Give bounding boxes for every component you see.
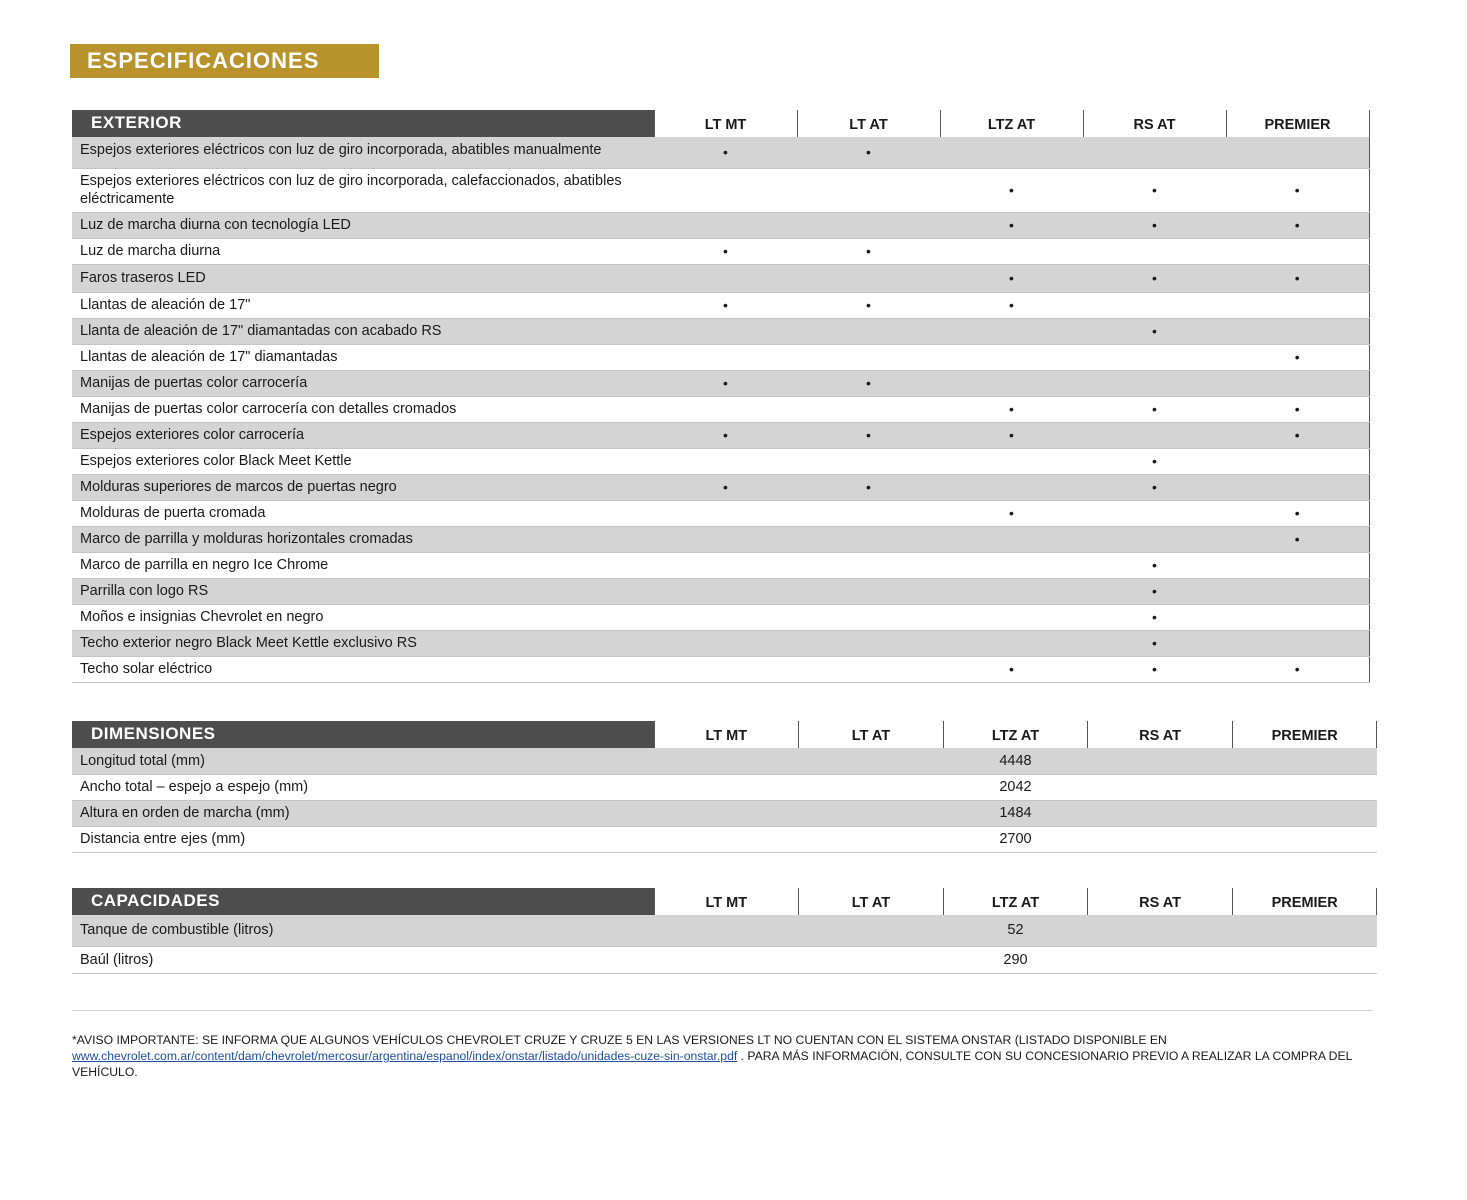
table-row [72, 344, 1369, 370]
availability-cell: • [1226, 656, 1369, 682]
availability-cell [797, 396, 940, 422]
table-row [72, 212, 1369, 238]
availability-cell [797, 552, 940, 578]
availability-cell: • [1226, 526, 1369, 552]
row-label: Techo exterior negro Black Meet Kettle exclusivo RS [72, 630, 654, 656]
row-label: Techo solar eléctrico [72, 656, 654, 682]
table-row [72, 748, 1377, 774]
table-row [72, 500, 1369, 526]
row-label: Marco de parrilla en negro Ice Chrome [72, 552, 654, 578]
section-title-dimensiones: DIMENSIONES [72, 721, 654, 748]
availability-cell [1083, 500, 1226, 526]
table-row [72, 604, 1369, 630]
row-value: 2042 [654, 774, 1377, 800]
table-row [72, 946, 1377, 973]
availability-cell [1226, 137, 1369, 168]
section-title-exterior: EXTERIOR [72, 110, 654, 137]
availability-cell [1226, 474, 1369, 500]
table-row [72, 800, 1377, 826]
row-label: Tanque de combustible (litros) [72, 915, 654, 946]
table-row [72, 630, 1369, 656]
table-row [72, 526, 1369, 552]
availability-cell: • [797, 474, 940, 500]
availability-cell [797, 578, 940, 604]
table-row [72, 656, 1369, 682]
availability-cell: • [940, 212, 1083, 238]
availability-cell [940, 552, 1083, 578]
column-header-lt-mt: LT MT [654, 110, 797, 137]
availability-cell: • [940, 396, 1083, 422]
availability-cell [654, 448, 797, 474]
availability-cell: • [654, 292, 797, 318]
availability-cell [940, 526, 1083, 552]
availability-cell: • [1226, 212, 1369, 238]
column-header-ltz-at: LTZ AT [943, 888, 1088, 915]
availability-cell [654, 630, 797, 656]
availability-cell [797, 168, 940, 212]
availability-cell: • [1083, 396, 1226, 422]
table-row [72, 578, 1369, 604]
row-value: 1484 [654, 800, 1377, 826]
column-header-rs-at: RS AT [1083, 110, 1226, 137]
availability-cell: • [940, 292, 1083, 318]
availability-cell: • [1226, 396, 1369, 422]
row-value: 290 [654, 946, 1377, 973]
availability-cell [797, 604, 940, 630]
availability-cell [1226, 318, 1369, 344]
availability-cell: • [654, 370, 797, 396]
availability-cell: • [1083, 212, 1226, 238]
column-header-lt-at: LT AT [797, 110, 940, 137]
exterior-table [72, 110, 1370, 683]
column-header-premier: PREMIER [1232, 888, 1377, 915]
availability-cell [1083, 422, 1226, 448]
availability-cell: • [654, 137, 797, 168]
table-row [72, 292, 1369, 318]
exterior-header-row [72, 110, 1369, 137]
column-header-lt-at: LT AT [799, 721, 944, 748]
availability-cell: • [1226, 168, 1369, 212]
availability-cell [1083, 344, 1226, 370]
availability-cell: • [940, 500, 1083, 526]
availability-cell: • [797, 292, 940, 318]
availability-cell [940, 137, 1083, 168]
row-label: Llanta de aleación de 17" diamantadas con acabado RS [72, 318, 654, 344]
row-label: Espejos exteriores eléctricos con luz de giro incorporada, calefaccionados, abatibles eléctricamente [72, 168, 654, 212]
row-label: Baúl (litros) [72, 946, 654, 973]
column-header-ltz-at: LTZ AT [940, 110, 1083, 137]
availability-cell: • [1083, 578, 1226, 604]
table-row [72, 915, 1377, 946]
onstar-list-link[interactable]: www.chevrolet.com.ar/content/dam/chevrolet/mercosur/argentina/espanol/index/onstar/listado/unidades-cuze-sin-onstar.pdf [72, 1049, 738, 1063]
availability-cell: • [1083, 474, 1226, 500]
row-label: Longitud total (mm) [72, 748, 654, 774]
capacidades-header-row [72, 888, 1377, 915]
availability-cell: • [1083, 448, 1226, 474]
availability-cell [1226, 630, 1369, 656]
row-label: Llantas de aleación de 17" [72, 292, 654, 318]
availability-cell [940, 578, 1083, 604]
availability-cell [1083, 238, 1226, 264]
footnote [72, 1032, 1372, 1080]
row-label: Espejos exteriores eléctricos con luz de giro incorporada, abatibles manualmente [72, 137, 654, 168]
table-row [72, 370, 1369, 396]
availability-cell [797, 344, 940, 370]
table-row [72, 396, 1369, 422]
availability-cell [940, 630, 1083, 656]
row-label: Distancia entre ejes (mm) [72, 826, 654, 852]
availability-cell: • [654, 422, 797, 448]
availability-cell [654, 656, 797, 682]
availability-cell [1226, 238, 1369, 264]
row-label: Luz de marcha diurna [72, 238, 654, 264]
availability-cell [797, 448, 940, 474]
row-label: Marco de parrilla y molduras horizontales cromadas [72, 526, 654, 552]
row-label: Altura en orden de marcha (mm) [72, 800, 654, 826]
availability-cell [1226, 448, 1369, 474]
table-row [72, 137, 1369, 168]
availability-cell: • [1083, 604, 1226, 630]
availability-cell: • [654, 474, 797, 500]
availability-cell: • [1083, 656, 1226, 682]
page-title: ESPECIFICACIONES [70, 44, 379, 78]
availability-cell [797, 630, 940, 656]
table-row [72, 422, 1369, 448]
row-value: 2700 [654, 826, 1377, 852]
column-header-lt-mt: LT MT [654, 721, 799, 748]
availability-cell: • [940, 422, 1083, 448]
availability-cell [940, 474, 1083, 500]
availability-cell [1083, 370, 1226, 396]
column-header-lt-mt: LT MT [654, 888, 799, 915]
availability-cell: • [940, 264, 1083, 292]
column-header-ltz-at: LTZ AT [943, 721, 1088, 748]
availability-cell [654, 264, 797, 292]
availability-cell: • [1226, 422, 1369, 448]
availability-cell [940, 604, 1083, 630]
availability-cell [654, 552, 797, 578]
availability-cell [797, 656, 940, 682]
row-label: Molduras superiores de marcos de puertas negro [72, 474, 654, 500]
table-row [72, 552, 1369, 578]
dimensiones-header-row [72, 721, 1377, 748]
table-row [72, 826, 1377, 852]
footnote-text-before: *AVISO IMPORTANTE: SE INFORMA QUE ALGUNOS VEHÍCULOS CHEVROLET CRUZE Y CRUZE 5 EN LAS VERSIONES LT NO CUENTAN CON EL SISTEMA ONSTAR (LISTADO DISPONIBLE EN [72, 1033, 1167, 1047]
row-label: Ancho total – espejo a espejo (mm) [72, 774, 654, 800]
availability-cell: • [797, 422, 940, 448]
availability-cell [654, 526, 797, 552]
availability-cell [1083, 292, 1226, 318]
row-label: Espejos exteriores color Black Meet Kettle [72, 448, 654, 474]
availability-cell [797, 318, 940, 344]
availability-cell [654, 344, 797, 370]
availability-cell [1226, 604, 1369, 630]
footer-divider [72, 1010, 1372, 1011]
table-row [72, 448, 1369, 474]
footnote-text-after: . PARA MÁS INFORMACIÓN, CONSULTE CON SU CONCESIONARIO PREVIO A REALIZAR LA COMPRA DEL VEHÍCULO. [72, 1049, 1352, 1079]
availability-cell [797, 526, 940, 552]
table-row [72, 474, 1369, 500]
table-row [72, 238, 1369, 264]
dimensiones-table [72, 721, 1377, 853]
availability-cell [940, 238, 1083, 264]
row-value: 4448 [654, 748, 1377, 774]
table-row [72, 774, 1377, 800]
availability-cell: • [1083, 168, 1226, 212]
availability-cell [940, 318, 1083, 344]
row-label: Luz de marcha diurna con tecnología LED [72, 212, 654, 238]
table-row [72, 264, 1369, 292]
column-header-rs-at: RS AT [1088, 721, 1233, 748]
availability-cell: • [1083, 318, 1226, 344]
availability-cell [1083, 526, 1226, 552]
availability-cell: • [940, 656, 1083, 682]
row-label: Llantas de aleación de 17" diamantadas [72, 344, 654, 370]
availability-cell [1083, 137, 1226, 168]
availability-cell [654, 578, 797, 604]
availability-cell [940, 370, 1083, 396]
availability-cell [1226, 578, 1369, 604]
row-label: Parrilla con logo RS [72, 578, 654, 604]
availability-cell: • [940, 168, 1083, 212]
availability-cell: • [1083, 630, 1226, 656]
row-label: Moños e insignias Chevrolet en negro [72, 604, 654, 630]
row-value: 52 [654, 915, 1377, 946]
availability-cell [654, 212, 797, 238]
availability-cell [1226, 552, 1369, 578]
availability-cell: • [797, 137, 940, 168]
table-row [72, 318, 1369, 344]
availability-cell: • [797, 238, 940, 264]
availability-cell: • [654, 238, 797, 264]
column-header-rs-at: RS AT [1088, 888, 1233, 915]
availability-cell [654, 318, 797, 344]
availability-cell: • [1226, 264, 1369, 292]
availability-cell [654, 168, 797, 212]
row-label: Faros traseros LED [72, 264, 654, 292]
availability-cell [797, 500, 940, 526]
column-header-lt-at: LT AT [799, 888, 944, 915]
availability-cell [654, 396, 797, 422]
availability-cell [797, 264, 940, 292]
capacidades-table [72, 888, 1377, 974]
availability-cell [654, 500, 797, 526]
table-row [72, 168, 1369, 212]
availability-cell [797, 212, 940, 238]
availability-cell [940, 448, 1083, 474]
row-label: Manijas de puertas color carrocería con detalles cromados [72, 396, 654, 422]
availability-cell [1226, 370, 1369, 396]
column-header-premier: PREMIER [1232, 721, 1377, 748]
availability-cell [654, 604, 797, 630]
availability-cell: • [1226, 344, 1369, 370]
row-label: Espejos exteriores color carrocería [72, 422, 654, 448]
availability-cell: • [1083, 264, 1226, 292]
availability-cell: • [1083, 552, 1226, 578]
column-header-premier: PREMIER [1226, 110, 1369, 137]
row-label: Molduras de puerta cromada [72, 500, 654, 526]
row-label: Manijas de puertas color carrocería [72, 370, 654, 396]
availability-cell: • [1226, 500, 1369, 526]
availability-cell: • [797, 370, 940, 396]
section-title-capacidades: CAPACIDADES [72, 888, 654, 915]
availability-cell [940, 344, 1083, 370]
availability-cell [1226, 292, 1369, 318]
